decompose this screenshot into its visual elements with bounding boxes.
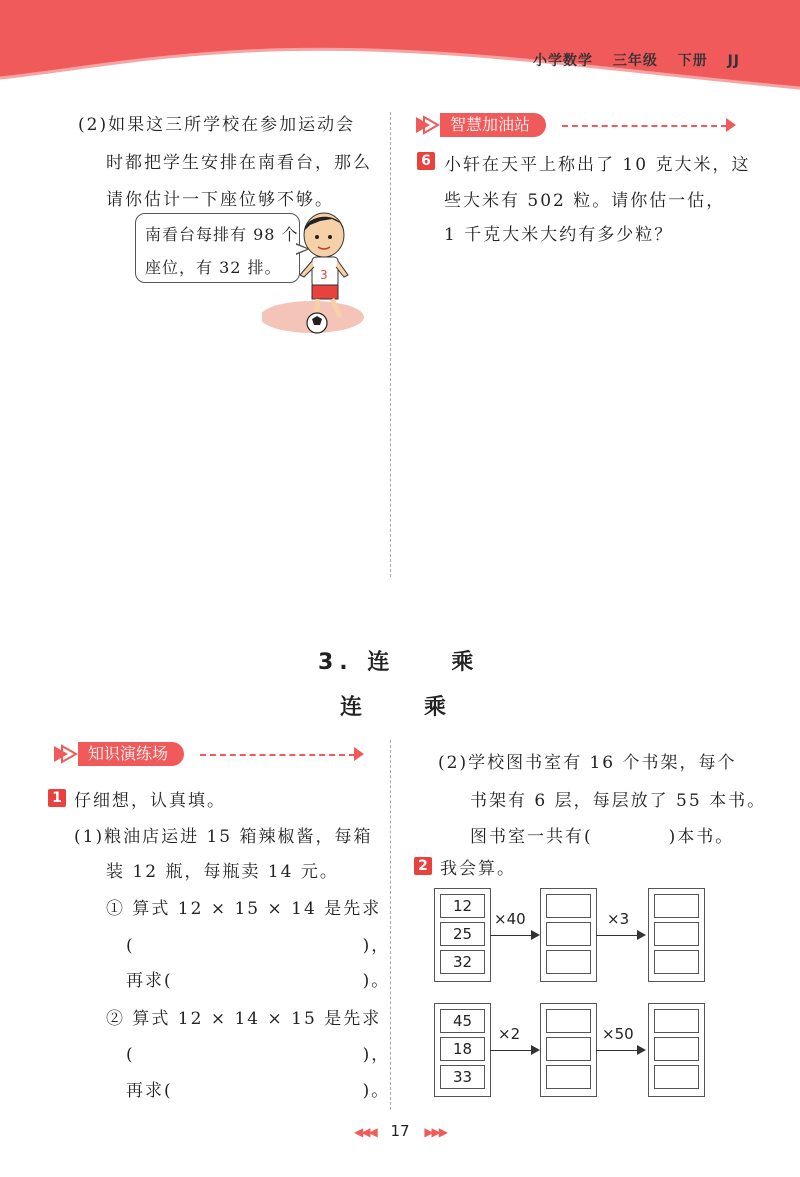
answer-box[interactable] [546,1009,591,1033]
q2-text-line3: 请你估计一下座位够不够。 [106,190,334,210]
left-marks-icon: ◀◀◀ [353,1125,376,1139]
question-number-2: 2 [414,857,432,875]
right-marks-icon: ▶▶▶ [424,1125,447,1139]
answer-group-row2-step1 [540,1003,597,1097]
header-info [519,50,740,70]
answer-box[interactable] [546,894,591,918]
operator-label: ×2 [498,1025,521,1043]
answer-box[interactable] [654,894,699,918]
q1-a2-blank2[interactable]: 再求( )。 [126,1081,391,1101]
input-value: 12 [440,894,485,918]
bubble-line2: 座位，有 32 排。 [145,258,282,277]
section-arrow-icon [354,747,364,761]
q1-p2-line1: (2)学校图书室有 16 个书架，每个 [438,753,737,773]
operator-label: ×40 [494,910,526,928]
page-number-footer [0,1122,800,1140]
section-header-wisdom [412,113,742,139]
answer-box[interactable] [654,922,699,946]
bubble-line1: 南看台每排有 98 个 [145,225,299,244]
page-number: 17 [390,1122,410,1140]
section-label-practice: 知识演练场 [78,742,184,766]
input-value: 25 [440,922,485,946]
q1-a2-blank1[interactable]: ( )， [126,1045,391,1065]
q1-a1-blank2[interactable]: 再求( )。 [126,971,391,991]
arrow-right-icon [637,930,646,940]
header-banner [0,0,800,90]
header-edition: JJ [727,53,740,69]
chapter-subtitle: 连 乘 [340,695,453,720]
svg-text:3: 3 [320,268,328,282]
q1-title: 仔细想，认真填。 [74,791,226,811]
answer-box[interactable] [546,1037,591,1061]
header-term: 下册 [677,53,708,69]
input-value: 18 [440,1037,485,1061]
runner-icon [412,113,442,137]
section-label-wisdom: 智慧加油站 [440,113,546,137]
q6-line1: 小轩在天平上称出了 10 克大米，这 [444,155,751,175]
answer-box[interactable] [654,950,699,974]
header-book: 小学数学 [532,53,593,69]
answer-box[interactable] [546,1065,591,1089]
answer-box[interactable] [654,1009,699,1033]
q1-a1-blank1[interactable]: ( )， [126,936,391,956]
section-header-practice [50,742,370,768]
q2-text-line2: 时都把学生安排在南看台，那么 [106,153,372,173]
arrow-right-icon [637,1045,646,1055]
input-value: 33 [440,1065,485,1089]
section-arrow-icon [726,118,736,132]
answer-group-row1-step2 [648,888,705,982]
answer-box[interactable] [654,1065,699,1089]
arrow-right-icon [531,1045,540,1055]
answer-box[interactable] [654,1037,699,1061]
q1-p1-line2: 装 12 瓶，每瓶卖 14 元。 [106,862,339,882]
header-grade: 三年级 [612,53,658,69]
q1-a1-line1: ① 算式 12 × 15 × 14 是先求 [106,899,382,919]
chapter-title: 3. 连 乘 [318,650,480,675]
boy-with-football-illustration [262,205,372,335]
q6-line2: 些大米有 502 粒。请你估一估， [444,191,726,211]
question-number-6: 6 [417,152,435,170]
answer-group-row1-step1 [540,888,597,982]
input-value: 45 [440,1009,485,1033]
operator-label: ×3 [607,910,630,928]
q1-p2-line3[interactable]: 图书室一共有( )本书。 [470,827,735,847]
input-group-row1 [434,888,491,982]
operator-label: ×50 [602,1025,634,1043]
q6-line3: 1 千克大米大约有多少粒？ [444,225,674,245]
q2-text-line1: (2)如果这三所学校在参加运动会 [78,115,356,135]
column-divider-top [390,112,391,577]
q1-p1-line1: (1)粮油店运进 15 箱辣椒酱，每箱 [74,827,373,847]
answer-box[interactable] [546,922,591,946]
question-number-1: 1 [48,789,66,807]
answer-group-row2-step2 [648,1003,705,1097]
answer-box[interactable] [546,950,591,974]
q1-p2-line2: 书架有 6 层，每层放了 55 本书。 [470,791,767,811]
input-group-row2 [434,1003,491,1097]
q2-title: 我会算。 [440,859,516,879]
runner-icon [50,742,80,766]
column-divider-bottom [390,740,391,1110]
arrow-right-icon [531,930,540,940]
q1-a2-line1: ② 算式 12 × 14 × 15 是先求 [106,1009,382,1029]
input-value: 32 [440,950,485,974]
